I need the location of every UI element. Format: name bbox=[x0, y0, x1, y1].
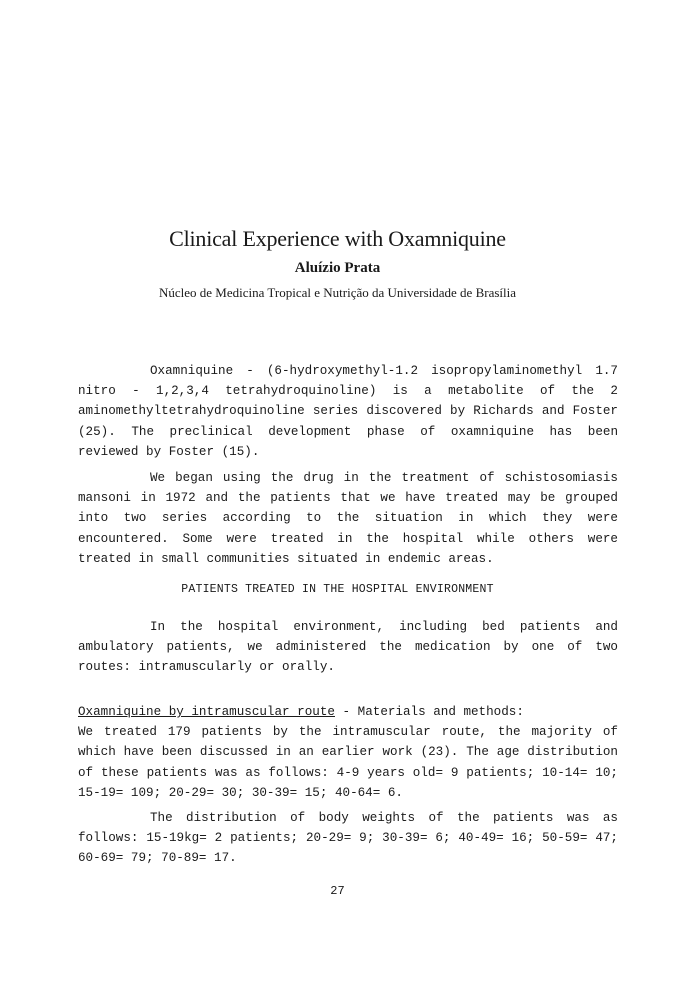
paragraph-oxamniquine-definition: Oxamniquine - (6-hydroxymethyl-1.2 isopropylaminomethyl 1.7 nitro - 1,2,3,4 tetrahydroquinoline) is a metabolite of the 2 aminomethyltetrahydroquinoline series discovered by Richards and Foster (25). The preclinical development phase of oxamniquine has been reviewed by Foster (15). bbox=[78, 364, 618, 459]
paragraph-treatment-history: We began using the drug in the treatment of schistosomiasis mansoni in 1972 and the patients that we have treated may be grouped into two series according to the situation in which they were encountered. Some were treated in the hospital while others were treated in small communities situated in endemic areas. bbox=[78, 471, 618, 566]
subheading-tail: - Materials and methods: bbox=[334, 705, 524, 719]
paragraph-age-distribution: We treated 179 patients by the intramuscular route, the majority of which have been discussed in an earlier work (23). The age distribution of these patients was as follows: 4-9 years old= 9 patients; 10-14= 10; 15-19= 109; 20-29= 30; 30-39= 15; 40-64= 6. bbox=[78, 725, 618, 800]
author-name: Aluízio Prata bbox=[294, 260, 381, 276]
author-affiliation: Núcleo de Medicina Tropical e Nutrição da Universidade de Brasília bbox=[158, 285, 517, 300]
weight-paragraph-block bbox=[78, 808, 618, 869]
hospital-paragraph-block bbox=[78, 617, 618, 678]
subheading-line bbox=[78, 702, 618, 722]
intro-paragraph-block bbox=[78, 361, 618, 462]
paper-title: Clinical Experience with Oxamniquine bbox=[169, 226, 506, 251]
page-number: 27 bbox=[330, 884, 345, 898]
paragraph-hospital-routes: In the hospital environment, including bed patients and ambulatory patients, we administered the medication by one of two routes: intramuscularly or orally. bbox=[78, 620, 618, 675]
subheading-intramuscular: Oxamniquine by intramuscular route bbox=[78, 705, 335, 719]
intramuscular-block bbox=[78, 702, 618, 803]
section-heading: PATIENTS TREATED IN THE HOSPITAL ENVIRONMENT bbox=[181, 583, 494, 596]
paragraph-weight-distribution: The distribution of body weights of the patients was as follows: 15-19kg= 2 patients; 20-29= 9; 30-39= 6; 40-49= 16; 50-59= 47; 60-69= 79; 70-89= 17. bbox=[78, 811, 618, 866]
history-paragraph-block bbox=[78, 468, 618, 569]
